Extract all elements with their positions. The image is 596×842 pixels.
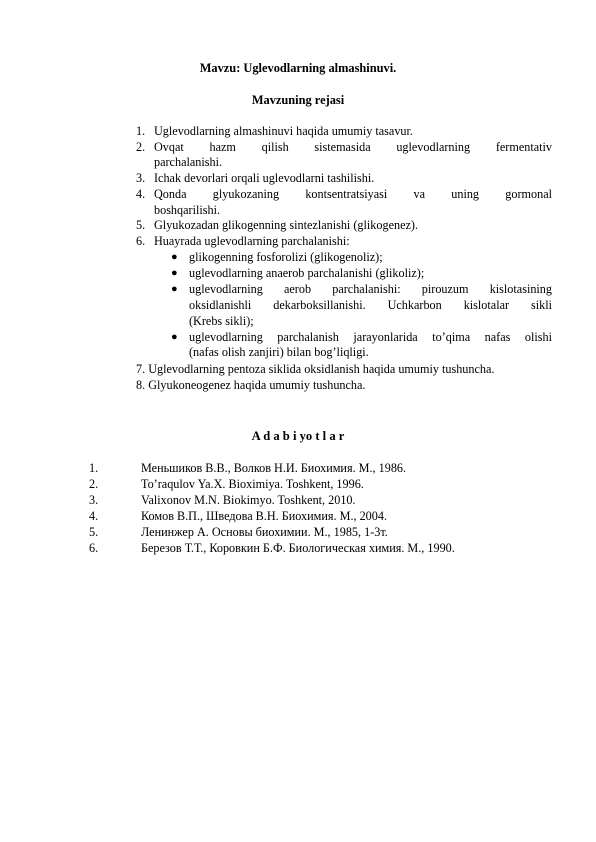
plan-item-text-continued: boshqarilishi. [154, 203, 221, 217]
bullet-icon: ● [171, 331, 178, 343]
plan-item-text: Uglevodlarning almashinuvi haqida umumiy tasavur. [154, 124, 413, 138]
plan-item-number: 3. [136, 171, 146, 185]
plan-item-text: Qonda glyukozaning kontsentratsiyasi va uning gormonal [154, 187, 552, 201]
plan-item-text: Ichak devorlari orqali uglevodlarni tashilishi. [154, 171, 375, 185]
literature-entry: Ленинжер А. Основы биохимии. М., 1985, 1-3т. [141, 525, 388, 539]
bullet-text: uglevodlarning aerob parchalanishi: pirouzum kislotasining [189, 282, 552, 296]
bullet-text-continued: oksidlanishli dekarboksillanishi. Uchkarbon kislotalar sikli [189, 298, 552, 312]
literature-entry: Valixonov M.N. Biokimyo. Toshkent, 2010. [141, 493, 356, 507]
plan-item-number: 2. [136, 140, 146, 154]
literature-entry: Березов Т.Т., Коровкин Б.Ф. Биологическая химия. М., 1990. [141, 541, 455, 555]
literature-number: 6. [89, 541, 99, 555]
literature-heading: A d a b i yo t l a r [251, 429, 345, 443]
plan-item-text: Ovqat hazm qilish sistemasida uglevodlarning fermentativ [154, 140, 552, 154]
document-title: Mavzu: Uglevodlarning almashinuvi. [199, 61, 397, 75]
literature-entry: Комов В.П., Шведова В.Н. Биохимия. М., 2004. [141, 509, 388, 523]
bullet-text: uglevodlarning parchalanish jarayonlarida to’qima nafas olishi [189, 330, 552, 344]
bullet-icon: ● [171, 283, 178, 295]
literature-entry: To’raqulov Ya.X. Bioximiya. Toshkent, 1996. [141, 477, 364, 491]
bullet-text: glikogenning fosforolizi (glikogenoliz); [189, 250, 383, 264]
literature-entry: Меньшиков В.В., Волков Н.И. Биохимия. М., 1986. [141, 461, 407, 475]
plan-heading: Mavzuning rejasi [251, 93, 345, 107]
literature-number: 3. [89, 493, 99, 507]
literature-number: 2. [89, 477, 99, 491]
plan-item-text: Huayrada uglevodlarning parchalanishi: [154, 234, 350, 248]
literature-number: 4. [89, 509, 99, 523]
bullet-text-continued: (nafas olish zanjiri) bilan bog’liqligi. [189, 345, 369, 359]
plan-item-text-continued: parchalanishi. [154, 155, 223, 169]
bullet-icon: ● [171, 267, 178, 279]
plan-item-number: 6. [136, 234, 146, 248]
bullet-text: uglevodlarning anaerob parchalanishi (glikoliz); [189, 266, 425, 280]
plan-item-number: 5. [136, 218, 146, 232]
bullet-icon: ● [171, 251, 178, 263]
bullet-text-continued: (Krebs sikli); [189, 314, 254, 328]
plan-item-number: 4. [136, 187, 146, 201]
literature-number: 5. [89, 525, 99, 539]
literature-number: 1. [89, 461, 99, 475]
plan-item-number: 1. [136, 124, 146, 138]
plan-item-7: 7. Uglevodlarning pentoza siklida oksidlanish haqida umumiy tushuncha. [136, 362, 495, 376]
plan-item-text: Glyukozadan glikogenning sintezlanishi (glikogenez). [154, 218, 418, 232]
plan-item-8: 8. Glyukoneogenez haqida umumiy tushuncha. [136, 378, 366, 392]
